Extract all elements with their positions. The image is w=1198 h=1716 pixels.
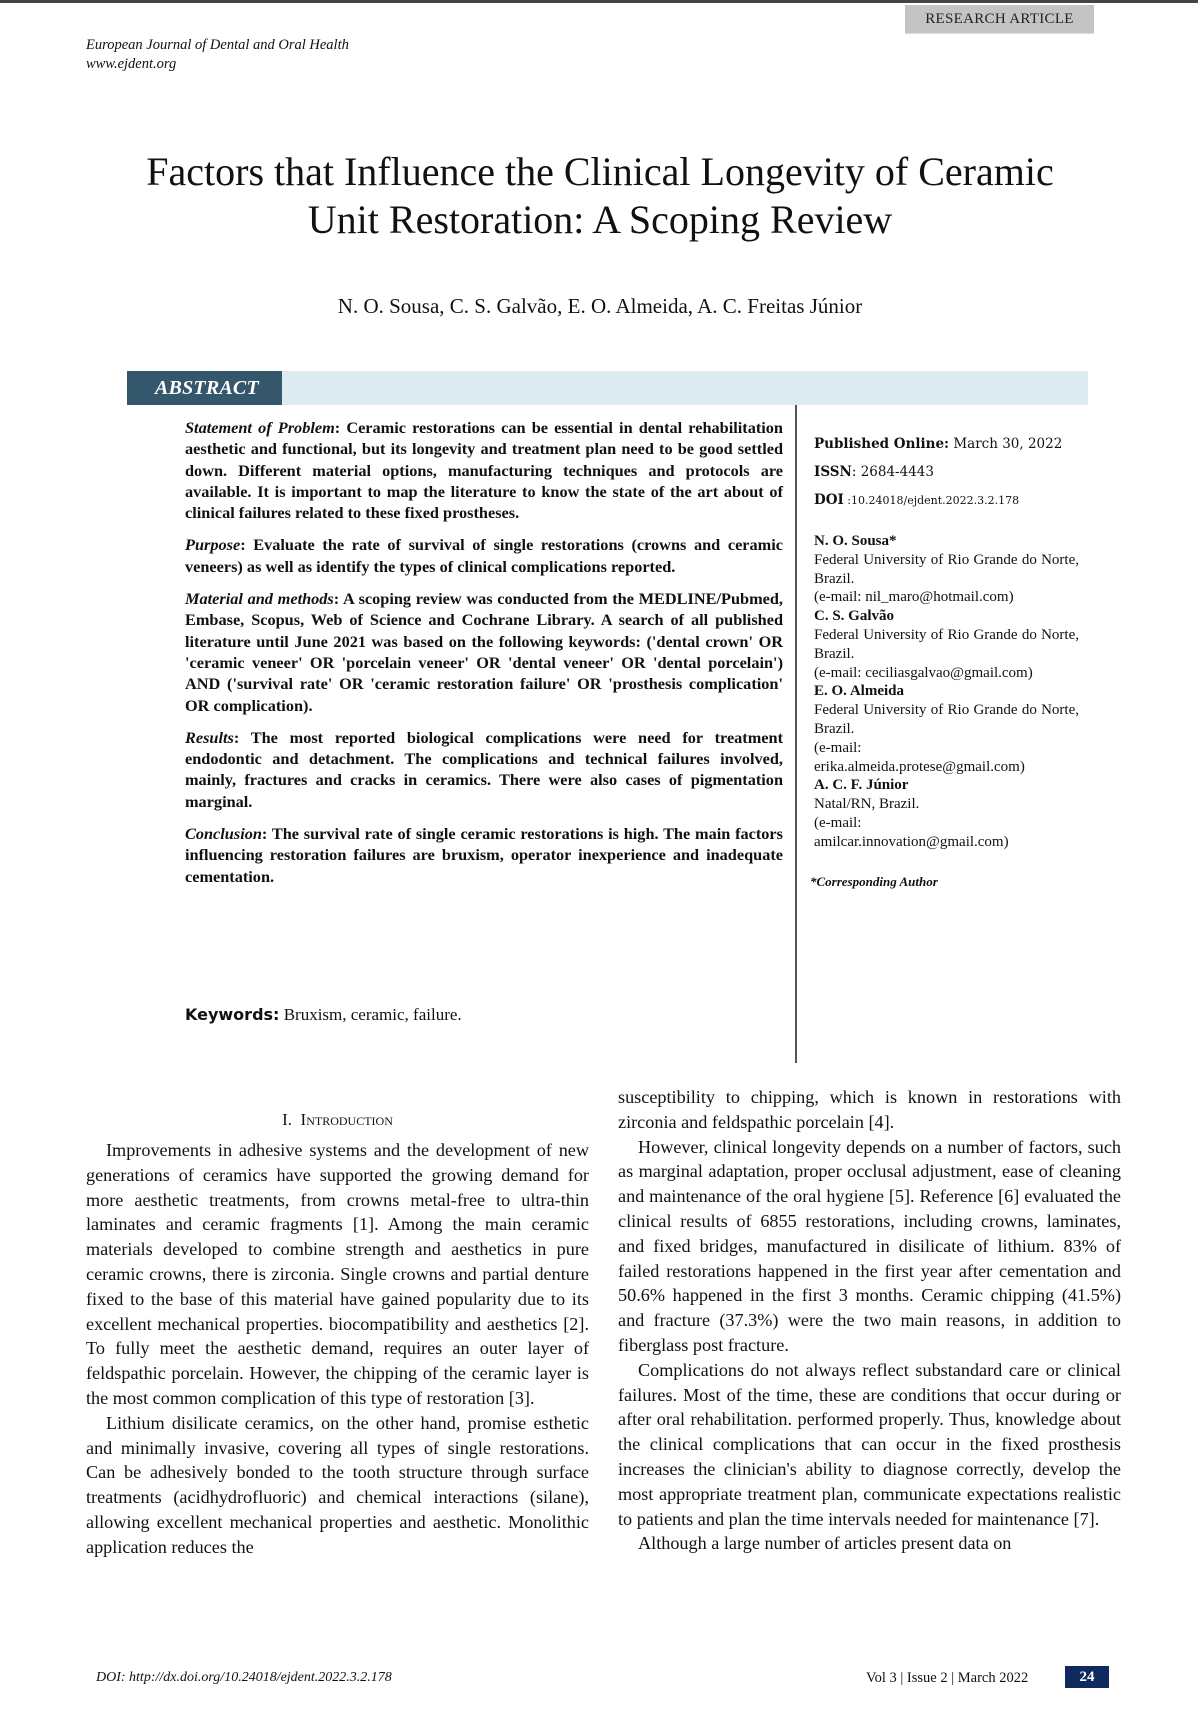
affiliations bbox=[814, 532, 1079, 852]
affiliation-name: C. S. Galvão bbox=[814, 608, 895, 625]
page-number: 24 bbox=[1065, 1666, 1109, 1688]
corresponding-author-note: *Corresponding Author bbox=[810, 873, 938, 889]
affiliation bbox=[814, 607, 1079, 682]
body-column-right bbox=[618, 1085, 1121, 1556]
issn: ISSN: 2684-4443 bbox=[814, 464, 934, 480]
top-rule bbox=[0, 0, 1198, 3]
abstract-text: The survival rate of single ceramic restorations is high. The main factors influencing restoration failures are bruxism, operator inexperience and inadequate cementation. bbox=[185, 824, 783, 886]
affiliation bbox=[814, 776, 1079, 851]
abstract-section: Results: The most reported biological complications were need for treatment endodontic and detachment. The complications and technical failures involved, mainly, fractures and cracks in ceramics. There were also cases of pigmentation marginal. bbox=[185, 727, 783, 811]
abstract-section: Conclusion: The survival rate of single ceramic restorations is high. The main factors influencing restoration failures are bruxism, operator inexperience and inadequate cementation. bbox=[185, 824, 783, 886]
abstract-text: Ceramic restorations can be essential in dental rehabilitation aesthetic and functional, but its longevity and treatment plan need to be good settled down. Different material options, manufacturing techniques and protocols are available. It is important to map the literature to know the state of the art about of clinical failures related to these fixed prostheses. bbox=[185, 418, 783, 523]
article-info-sidebar bbox=[810, 435, 1079, 891]
abstract-text: Evaluate the rate of survival of single restorations (crowns and ceramic veneers) as well as identify the types of clinical complications reported. bbox=[185, 535, 783, 576]
abstract-section: Purpose: Evaluate the rate of survival of single restorations (crowns and ceramic veneers) as well as identify the types of clinical complications reported. bbox=[185, 535, 783, 576]
abstract-text: The most reported biological complications were need for treatment endodontic and detachment. The complications and technical failures involved, mainly, fractures and cracks in ceramics. There were also cases of pigmentation marginal. bbox=[185, 727, 783, 811]
affiliation bbox=[814, 682, 1079, 776]
footer-doi[interactable]: DOI: http://dx.doi.org/10.24018/ejdent.2022.3.2.178 bbox=[96, 1670, 392, 1685]
keywords-label: Keywords: bbox=[185, 1005, 280, 1024]
affiliation-email[interactable]: erika.almeida.protese@gmail.com) bbox=[814, 758, 1025, 775]
paragraph: susceptibility to chipping, which is known in restorations with zirconia and feldspathic porcelain [4]. bbox=[618, 1087, 1121, 1132]
column-divider bbox=[795, 405, 797, 1063]
affiliation-line: (e-mail: bbox=[814, 739, 862, 756]
abstract-section: Material and methods: A scoping review was conducted from the MEDLINE/Pubmed, Embase, Scopus, Web of Science and Cochrane Library. A search of all published literature until June 2021 was based on the following keywords: ('dental crown' OR 'ceramic veneer' OR 'porcelain veneer' OR 'dental veneer' OR 'dental porcelain') AND ('survival rate' OR 'ceramic restoration failure' OR 'prosthesis complication' OR complication). bbox=[185, 589, 783, 715]
paragraph: Improvements in adhesive systems and the development of new generations of ceramics have supported the growing demand for more aesthetic treatments, from crowns metal-free to ultra-thin laminates and ceramic fragments [1]. Among the main ceramic materials developed to combine strength and aesthetics in pure ceramic crowns, there is zirconia. Single crowns and partial denture fixed to the base of this material have gained popularity due to its excellent mechanical properties. biocompatibility and aesthetics [2]. To fully meet the aesthetic demand, requires an outer layer of feldspathic porcelain. However, the chipping of the ceramic layer is the most common complication of this type of restoration [3]. bbox=[86, 1140, 589, 1408]
abstract-heading: Statement of Problem bbox=[185, 418, 335, 437]
paragraph: Complications do not always reflect substandard care or clinical failures. Most of the time, these are conditions that occur during or after oral rehabilitation. performed properly. Thus, knowledge about the clinical complications that can occur in the fixed prosthesis increases the clinician's ability to diagnose correctly, develop the most appropriate treatment plan, communicate expectations realistic to patients and plan the time intervals needed for maintenance [7]. bbox=[618, 1359, 1121, 1529]
paragraph: Lithium disilicate ceramics, on the other hand, promise esthetic and minimally invasive, covering all types of single restorations. Can be adhesively bonded to the tooth structure through surface treatments (acidhydrofluoric) and chemical interactions (silane), allowing excellent mechanical properties and aesthetic. Monolithic application reduces the bbox=[86, 1412, 589, 1557]
affiliation-name: A. C. F. Júnior bbox=[814, 777, 909, 794]
paragraph: However, clinical longevity depends on a number of factors, such as marginal adaptation, proper occlusal adjustment, ease of cleaning and maintenance of the oral hygiene [5]. Reference [6] evaluated the clinical results of 6855 restorations, including crowns, laminates, and fixed bridges, manufactured in disilicate of lithium. 83% of failed restorations happened in the first year after cementation and 50.6% happened in the first 3 months. Ceramic chipping (41.5%) and fracture (37.3%) were the two main reasons, in addition to fiberglass post fracture. bbox=[618, 1136, 1121, 1355]
affiliation-email[interactable]: (e-mail: ceciliasgalvao@gmail.com) bbox=[814, 664, 1033, 681]
journal-name: European Journal of Dental and Oral Health bbox=[86, 37, 349, 53]
abstract-body bbox=[185, 417, 783, 898]
abstract-heading: Conclusion bbox=[185, 824, 262, 844]
section-heading-introduction: I. Introduction bbox=[282, 1110, 393, 1129]
abstract-heading: Material and methods bbox=[185, 589, 334, 609]
body-column-left bbox=[86, 1108, 589, 1560]
affiliation bbox=[814, 532, 1079, 607]
article-title bbox=[100, 148, 1100, 244]
published-online: Published Online: March 30, 2022 bbox=[814, 436, 1063, 452]
affiliation-line: Federal University of Rio Grande do Norte, Brazil. bbox=[814, 626, 1079, 662]
keywords bbox=[185, 1005, 462, 1025]
journal-url[interactable]: www.ejdent.org bbox=[86, 56, 177, 72]
doi: DOI :10.24018/ejdent.2022.3.2.178 bbox=[814, 492, 1020, 508]
affiliation-line: (e-mail: bbox=[814, 814, 862, 831]
keywords-value: Bruxism, ceramic, failure. bbox=[283, 1005, 462, 1024]
paragraph: Although a large number of articles present data on bbox=[638, 1533, 1012, 1554]
abstract-heading: Purpose bbox=[185, 535, 241, 555]
footer-volume: Vol 3 | Issue 2 | March 2022 bbox=[866, 1670, 1029, 1686]
affiliation-email[interactable]: (e-mail: nil_maro@hotmail.com) bbox=[814, 589, 1014, 606]
abstract-section: Statement of Problem: Ceramic restorations can be essential in dental rehabilitation aesthetic and functional, but its longevity and treatment plan need to be good settled down. Different material options, manufacturing techniques and protocols are available. It is important to map the literature to know the state of the art about of clinical failures related to these fixed prostheses. bbox=[185, 418, 783, 523]
affiliation-name: E. O. Almeida bbox=[814, 683, 905, 700]
journal-header bbox=[86, 36, 349, 74]
article-type-badge: RESEARCH ARTICLE bbox=[905, 5, 1094, 34]
affiliation-name: N. O. Sousa* bbox=[814, 533, 897, 549]
affiliation-email[interactable]: amilcar.innovation@gmail.com) bbox=[814, 833, 1009, 850]
affiliation-line: Natal/RN, Brazil. bbox=[814, 796, 920, 813]
abstract-text: A scoping review was conducted from the MEDLINE/Pubmed, Embase, Scopus, Web of Science and Cochrane Library. A search of all published literature until June 2021 was based on the following keywords: ('dental crown' OR 'ceramic veneer' OR 'porcelain veneer' OR 'dental veneer' OR 'dental porcelain') AND ('survival rate' OR 'ceramic restoration failure' OR 'prosthesis complication' OR complication). bbox=[185, 589, 783, 715]
abstract-label: ABSTRACT bbox=[127, 371, 282, 405]
abstract-heading: Results bbox=[185, 727, 234, 747]
title-line-2: Unit Restoration: A Scoping Review bbox=[307, 197, 893, 242]
affiliation-line: Federal University of Rio Grande do Norte, Brazil. bbox=[814, 702, 1079, 737]
author-list: N. O. Sousa, C. S. Galvão, E. O. Almeida, A. C. Freitas Júnior bbox=[337, 294, 863, 318]
title-line-1: Factors that Influence the Clinical Longevity of Ceramic bbox=[146, 149, 1054, 194]
affiliation-line: Federal University of Rio Grande do Norte, Brazil. bbox=[814, 551, 1079, 587]
